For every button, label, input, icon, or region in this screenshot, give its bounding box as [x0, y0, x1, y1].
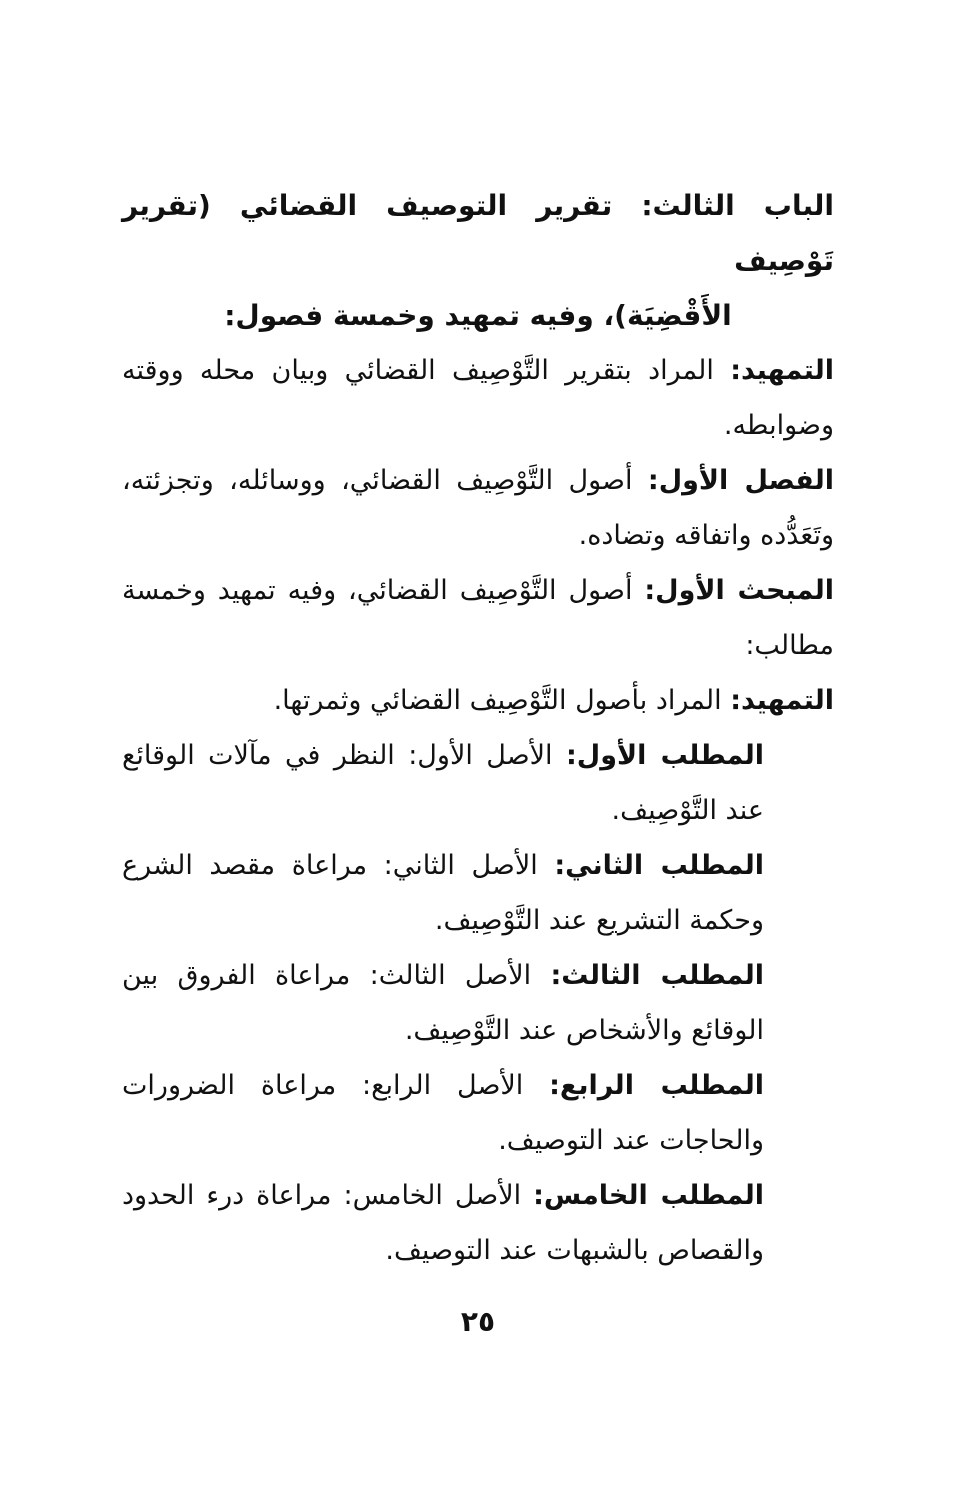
matlab-text: الأصل الرابع: مراعاة الضرورات والحاجات عند التوصيف.	[122, 1070, 764, 1156]
matlab-label: المطلب الثالث:	[550, 960, 764, 991]
tamheed-entry	[122, 343, 834, 453]
bab-heading	[122, 178, 834, 343]
mabhath-entry	[122, 563, 834, 673]
matlab-label: المطلب الخامس:	[533, 1180, 764, 1211]
matlab-text: الأصل الأول: النظر في مآلات الوقائع عند التَّوْصِيف.	[122, 740, 764, 826]
table-of-contents	[122, 178, 834, 1278]
matlab-entry	[122, 1058, 764, 1168]
page-number: ٢٥	[460, 1305, 496, 1338]
tamheed-label: التمهيد:	[730, 355, 834, 386]
bab-title-line2: الأَقْضِيَة)، وفيه تمهيد وخمسة فصول:	[224, 299, 732, 332]
matlab-entry	[122, 838, 764, 948]
matlab-text: الأصل الثالث: مراعاة الفروق بين الوقائع والأشخاص عند التَّوْصِيف.	[122, 960, 764, 1046]
bab-label: الباب الثالث:	[641, 189, 834, 222]
fasl-entry	[122, 453, 834, 563]
fasl-text: أصول التَّوْصِيف القضائي، ووسائله، وتجزئته، وتَعَدُّده واتفاقه وتضاده.	[122, 465, 834, 551]
matlab-label: المطلب الرابع:	[549, 1070, 765, 1101]
matlab-entry	[122, 728, 764, 838]
mabhath-text: أصول التَّوْصِيف القضائي، وفيه تمهيد وخمسة مطالب:	[122, 575, 834, 661]
mabhath-label: المبحث الأول:	[644, 575, 834, 606]
fasl-label: الفصل الأول:	[647, 465, 834, 496]
matlab-text: الأصل الثاني: مراعاة مقصد الشرع وحكمة التشريع عند التَّوْصِيف.	[122, 850, 764, 936]
tamheed-text: المراد بتقرير التَّوْصِيف القضائي وبيان محله ووقته وضوابطه.	[122, 355, 834, 441]
tamheed-sub-text: المراد بأصول التَّوْصِيف القضائي وثمرتها.	[273, 685, 722, 716]
matlab-text: الأصل الخامس: مراعاة درء الحدود والقصاص بالشبهات عند التوصيف.	[122, 1180, 764, 1266]
tamheed-sub-label: التمهيد:	[730, 685, 834, 716]
matlab-entry	[122, 948, 764, 1058]
matlab-label: المطلب الثاني:	[554, 850, 764, 881]
matalib-list	[122, 728, 834, 1278]
matlab-entry	[122, 1168, 764, 1278]
tamheed-sub-entry	[122, 673, 834, 728]
bab-title-line1: تقرير التوصيف القضائي (تقرير تَوْصِيف	[122, 189, 834, 277]
matlab-label: المطلب الأول:	[565, 740, 764, 771]
